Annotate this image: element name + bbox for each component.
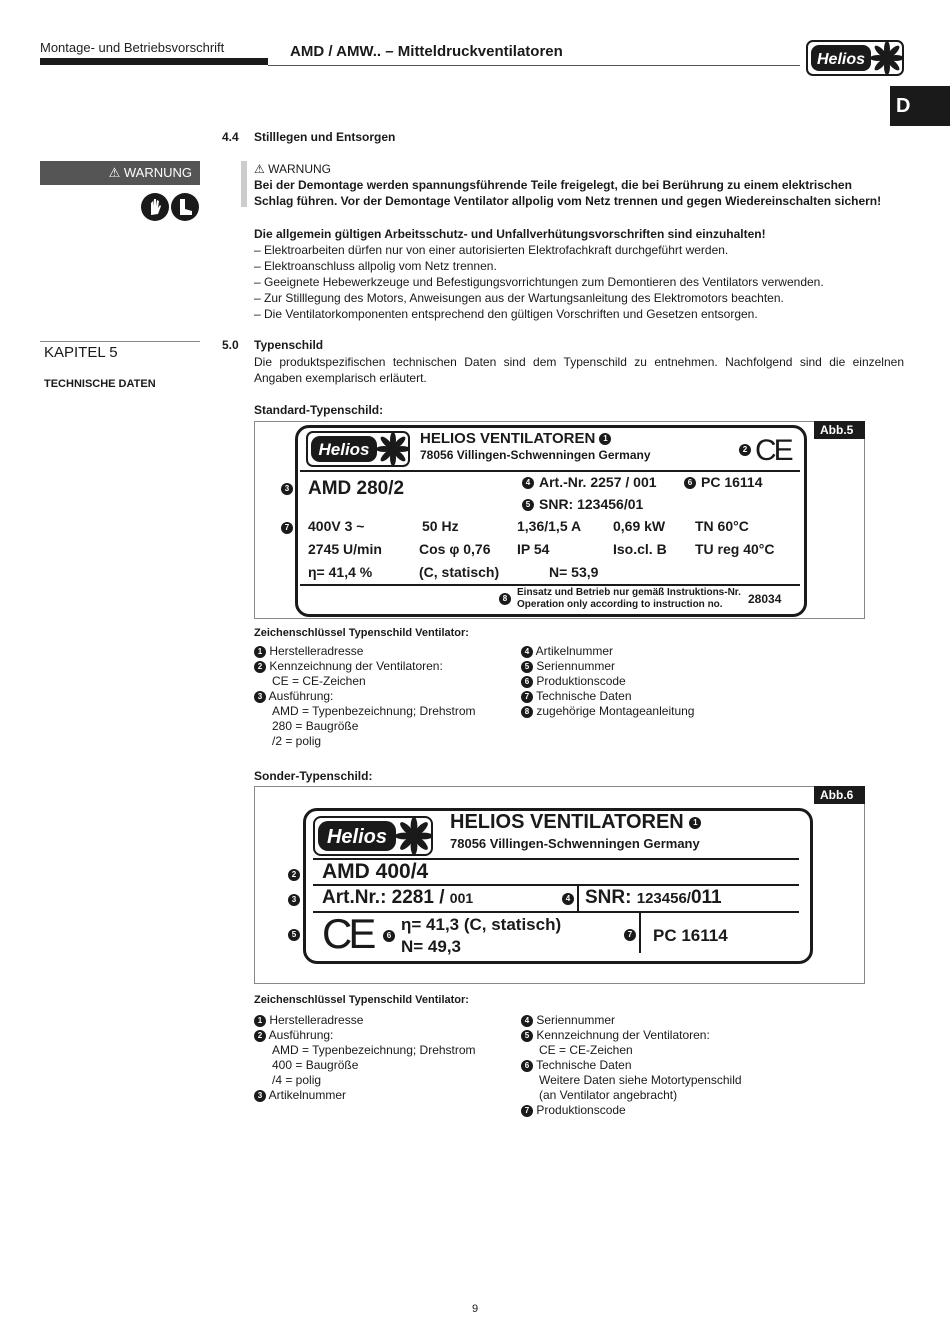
key-number: 2 (254, 661, 266, 673)
warning-marker-bar (241, 161, 247, 207)
svg-text:Helios: Helios (318, 440, 370, 459)
document-title: AMD / AMW.. – Mitteldruckventilatoren (290, 43, 563, 60)
section-title: Typenschild (254, 338, 324, 352)
key-item: CE = CE-Zeichen (539, 1043, 633, 1057)
plate-data-cell: 2745 U/min (308, 541, 382, 557)
document-type: Montage- und Betriebsvorschrift (40, 40, 225, 55)
chapter-subtitle: TECHNISCHE DATEN (44, 378, 156, 390)
callout-6: 6 (383, 930, 395, 942)
key-list-right (521, 644, 694, 719)
plate-instruction-text: Einsatz und Betrieb nur gemäß Instruktions-Nr. (517, 587, 741, 598)
plate-divider (300, 584, 800, 586)
list-item: – Zur Stilllegung des Motors, Anweisungen aus der Wartungsanleitung des Elektromotors beachten. (254, 291, 784, 305)
plate-address: 78056 Villingen-Schwenningen Germany (420, 448, 651, 462)
key-item: /4 = polig (272, 1073, 322, 1087)
list-item: – Geeignete Hebewerkzeuge und Befestigungsvorrichtungen zum Demontieren des Ventilators verwenden. (254, 275, 824, 289)
key-item (521, 1103, 742, 1118)
key-number: 5 (521, 1030, 533, 1042)
plate-n-value: N= 49,3 (401, 937, 462, 956)
key-item (254, 1088, 476, 1103)
plate-serial-number (585, 887, 722, 909)
helios-logo (306, 431, 410, 467)
sidebar-warning (40, 161, 200, 185)
callout-2: 2 (739, 444, 751, 456)
key-number: 2 (254, 1030, 266, 1042)
key-heading: Zeichenschlüssel Typenschild Ventilator: (254, 994, 469, 1006)
key-text: Kennzeichnung der Ventilatoren: (269, 659, 443, 673)
callout-1: 1 (599, 433, 611, 445)
plate-company-name: HELIOS VENTILATOREN (450, 811, 684, 833)
chapter-rule (40, 341, 200, 342)
callout-3: 3 (288, 894, 300, 906)
key-item (254, 644, 476, 659)
key-item (521, 1058, 742, 1073)
plate-data-cell: Iso.cl. B (613, 541, 667, 557)
plate-divider (577, 886, 579, 912)
section-number: 4.4 (222, 130, 239, 144)
callout-7: 7 (624, 929, 636, 941)
warning-heading-label: WARNUNG (268, 162, 331, 176)
key-item: CE = CE-Zeichen (272, 674, 366, 688)
key-text: Produktionscode (536, 1103, 626, 1117)
key-heading: Zeichenschlüssel Typenschild Ventilator: (254, 627, 469, 639)
callout-1: 1 (689, 817, 701, 829)
plate-model: AMD 400/4 (322, 860, 429, 883)
plate-production-code: PC 16114 (701, 474, 763, 490)
plate-serial-suffix: 011 (690, 887, 722, 908)
key-list-left (254, 1013, 476, 1103)
key-text: Technische Daten (536, 1058, 632, 1072)
key-list-right (521, 1013, 742, 1118)
key-number: 3 (254, 1090, 266, 1102)
key-item: AMD = Typenbezeichnung; Drehstrom (272, 704, 476, 718)
key-text: Herstelleradresse (269, 644, 364, 658)
plate-data-cell: TU reg 40°C (695, 541, 775, 557)
key-text: Seriennummer (536, 1013, 616, 1027)
key-item: /2 = polig (272, 734, 322, 748)
rules-heading: Die allgemein gültigen Arbeitsschutz- und Unfallverhütungsvorschriften sind einzuhalten! (254, 227, 766, 241)
figure-label: Abb.6 (814, 786, 865, 804)
header-rule (268, 65, 800, 66)
plate-instruction-number: 28034 (748, 592, 782, 606)
plate-divider (313, 911, 799, 913)
helios-logo (313, 816, 433, 856)
chapter-label: KAPITEL 5 (44, 344, 118, 361)
callout-7: 7 (281, 522, 293, 534)
key-text: Ausführung: (268, 689, 334, 703)
plate-model: AMD 280/2 (308, 478, 405, 499)
gloves-icon (141, 193, 169, 221)
key-text: zugehörige Montageanleitung (536, 704, 695, 718)
key-item (254, 659, 476, 674)
plate-data-cell: 1,36/1,5 A (517, 518, 582, 534)
plate-data-cell: η= 41,4 % (308, 564, 373, 580)
logo-wordmark: Helios (816, 51, 866, 68)
key-text: Technische Daten (536, 689, 632, 703)
plate-company (420, 430, 611, 447)
warning-text-line: Bei der Demontage werden spannungsführende Teile freigelegt, die bei Berührung zu einem elektrischen (254, 178, 852, 192)
plate-data-cell: TN 60°C (695, 518, 749, 534)
warning-text-line: Schlag führen. Vor der Demontage Ventilator allpolig vom Netz trennen und gegen Wiedereinschalten sichern! (254, 194, 882, 208)
plate-article-suffix: 001 (449, 890, 474, 906)
plate-efficiency: η= 41,3 (C, statisch) (401, 915, 562, 934)
key-item (521, 704, 694, 719)
key-item: 400 = Baugröße (272, 1058, 359, 1072)
plate-data-cell: IP 54 (517, 541, 550, 557)
list-item: – Elektroanschluss allpolig vom Netz trennen. (254, 259, 497, 273)
section-number: 5.0 (222, 338, 239, 352)
key-text: Ausführung: (268, 1028, 334, 1042)
list-item: – Elektroarbeiten dürfen nur von einer autorisierten Elektrofachkraft durchgeführt werden. (254, 243, 729, 257)
key-number: 4 (521, 646, 533, 658)
key-number: 7 (521, 691, 533, 703)
warning-triangle-icon: ⚠ (108, 165, 121, 180)
warning-heading (254, 161, 331, 177)
key-text: Artikelnummer (268, 1088, 347, 1102)
callout-4: 4 (562, 893, 574, 905)
list-item: – Die Ventilatorkomponenten entsprechend den gültigen Vorschriften und Gesetzen entsorgen. (254, 307, 758, 321)
key-text: Seriennummer (536, 659, 616, 673)
key-item: (an Ventilator angebracht) (539, 1088, 678, 1102)
plate-data-cell: 400V 3 ~ (308, 518, 365, 534)
plate-divider (313, 884, 799, 886)
key-item (254, 1028, 476, 1043)
key-number: 6 (521, 676, 533, 688)
plate-data-cell: Cos φ 0,76 (419, 541, 491, 557)
plate-article-number (322, 887, 473, 909)
plate-divider (639, 913, 641, 953)
plate-company (450, 811, 701, 834)
key-item (521, 659, 694, 674)
key-item: 280 = Baugröße (272, 719, 359, 733)
plate-production-code: PC 16114 (653, 926, 728, 945)
key-number: 4 (521, 1015, 533, 1027)
key-item (521, 674, 694, 689)
key-number: 8 (521, 706, 533, 718)
callout-8: 8 (499, 593, 511, 605)
svg-text:Helios: Helios (326, 826, 388, 848)
plate-data-cell: N= 53,9 (549, 564, 599, 580)
key-number: 7 (521, 1105, 533, 1117)
key-number: 5 (521, 661, 533, 673)
key-number: 1 (254, 646, 266, 658)
callout-2: 2 (288, 869, 300, 881)
plate-data-cell: 50 Hz (422, 518, 459, 534)
key-item (521, 689, 694, 704)
sidebar-warning-label: WARNUNG (123, 165, 192, 180)
plate-address: 78056 Villingen-Schwenningen Germany (450, 836, 700, 851)
callout-5: 5 (288, 929, 300, 941)
language-tab: D (890, 86, 950, 126)
plate-serial-value: 123456/ (636, 890, 691, 907)
plate-article-number: Art.-Nr. 2257 / 001 (539, 474, 657, 490)
plate-divider (300, 470, 800, 472)
rules-list (254, 242, 824, 322)
plate-company-name: HELIOS VENTILATOREN (420, 430, 596, 447)
callout-6: 6 (684, 477, 696, 489)
warning-triangle-icon: ⚠ (254, 162, 265, 176)
ce-mark: CE (322, 910, 373, 957)
key-item (521, 644, 694, 659)
plate-data-cell: 0,69 kW (613, 518, 666, 534)
plate-data-cell: (C, statisch) (419, 564, 500, 580)
key-item (254, 689, 476, 704)
section-title: Stilllegen und Entsorgen (254, 130, 396, 144)
callout-4: 4 (522, 477, 534, 489)
safety-boots-icon (171, 193, 199, 221)
plate-instruction-text: Operation only according to instruction no. (517, 599, 723, 610)
key-text: Herstelleradresse (269, 1013, 364, 1027)
intro-text: Die produktspezifischen technischen Daten sind dem Typenschild zu entnehmen. Nachfolgend sind die einzelnen (254, 355, 904, 369)
special-plate-heading: Sonder-Typenschild: (254, 769, 373, 783)
key-item (521, 1013, 742, 1028)
callout-3: 3 (281, 483, 293, 495)
key-number: 3 (254, 691, 266, 703)
key-item: Weitere Daten siehe Motortypenschild (539, 1073, 742, 1087)
key-text: Artikelnummer (535, 644, 614, 658)
intro-text: Angaben exemplarisch erläutert. (254, 371, 427, 385)
header-bar (40, 58, 268, 65)
key-number: 1 (254, 1015, 266, 1027)
figure-label: Abb.5 (814, 421, 865, 439)
standard-plate-heading: Standard-Typenschild: (254, 403, 384, 417)
callout-5: 5 (522, 499, 534, 511)
plate-serial-number: SNR: 123456/01 (539, 496, 644, 512)
ce-mark: CE (755, 434, 791, 467)
plate-article-label: Art.Nr.: 2281 / (322, 887, 445, 908)
key-item (254, 1013, 476, 1028)
key-text: Produktionscode (536, 674, 626, 688)
key-list-left (254, 644, 476, 749)
key-item (521, 1028, 742, 1043)
key-item: AMD = Typenbezeichnung; Drehstrom (272, 1043, 476, 1057)
key-number: 6 (521, 1060, 533, 1072)
page-number: 9 (471, 1303, 479, 1315)
helios-logo (806, 40, 904, 76)
key-text: Kennzeichnung der Ventilatoren: (536, 1028, 710, 1042)
plate-serial-label: SNR: (585, 887, 632, 908)
